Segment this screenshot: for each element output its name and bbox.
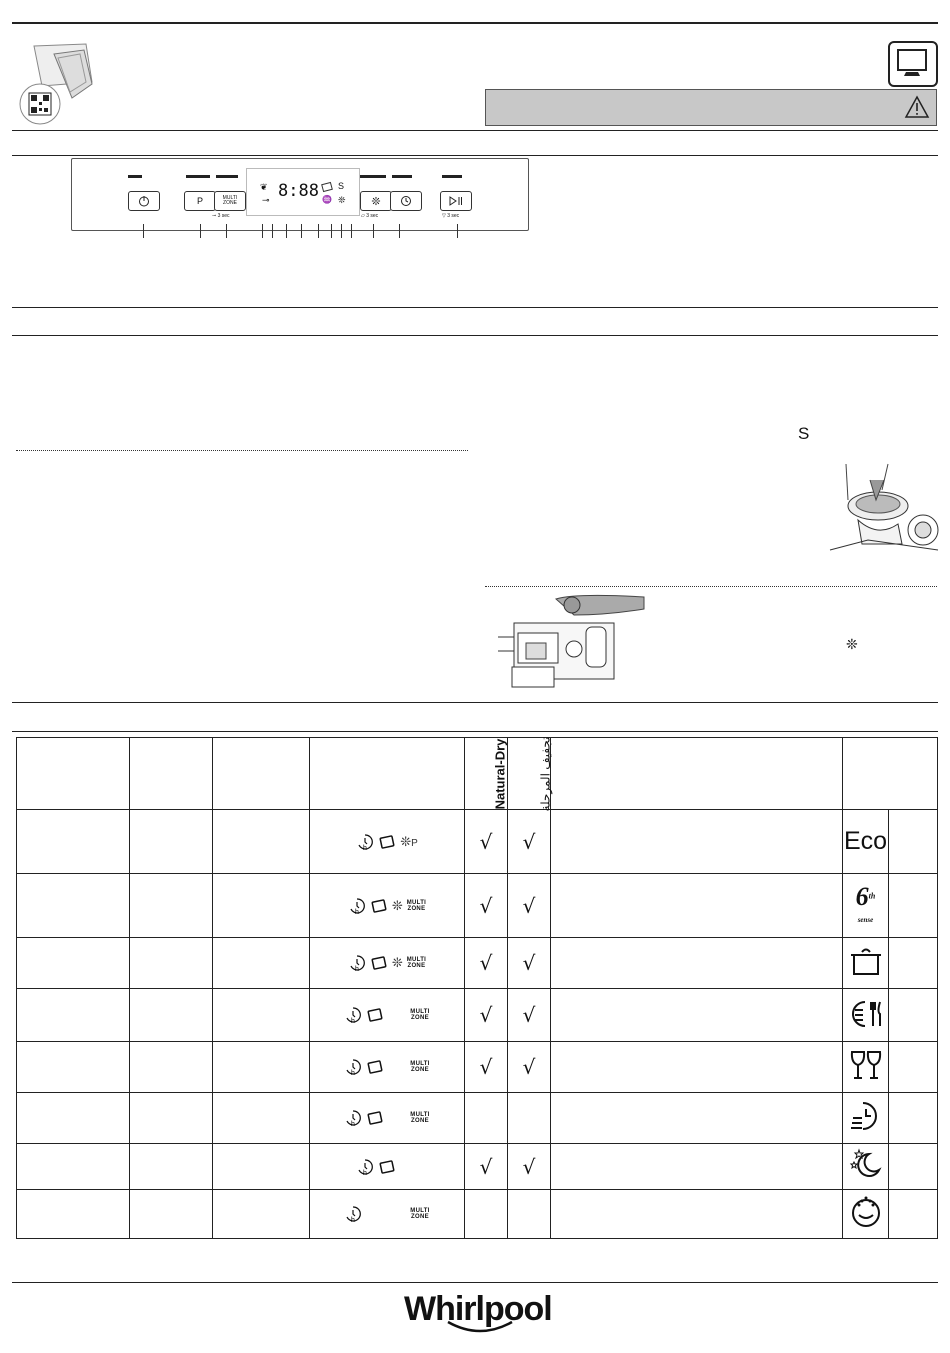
indicator-bar [186, 175, 210, 178]
options-cell [310, 1190, 465, 1239]
salt-symbol: S [798, 424, 810, 443]
daily-plates-icon [843, 989, 889, 1042]
section-rule-3 [12, 307, 938, 308]
programs-table [16, 737, 938, 1239]
natural-dry-cell [465, 810, 508, 874]
leader-line [318, 224, 319, 238]
program-name-cell [17, 1190, 130, 1239]
svg-text:h: h [351, 1018, 356, 1024]
program-cell [213, 1042, 310, 1093]
natural-dry-cell [465, 1093, 508, 1144]
table-row [17, 1144, 938, 1190]
program-cell [213, 989, 310, 1042]
header-cell [130, 738, 213, 810]
natural-dry-cell [465, 989, 508, 1042]
key-lock-icon: ⊸ [262, 195, 270, 205]
start-pause-button[interactable] [440, 191, 472, 211]
description-cell [551, 1190, 843, 1239]
glasses-icon [843, 1042, 889, 1093]
check-mark: √ [479, 893, 493, 918]
control-panel [71, 158, 529, 231]
power-icon [138, 195, 150, 207]
leader-line [331, 224, 332, 238]
warning-triangle-icon [904, 95, 930, 119]
tablet-option-icon [378, 1159, 396, 1175]
header-cell [17, 738, 130, 810]
monitor-icon [888, 41, 938, 87]
program-cell [130, 938, 213, 989]
multizone-icon: MULTI ZONE [406, 957, 427, 969]
indicator-bar [442, 175, 462, 178]
delay-h-icon [356, 1158, 374, 1176]
delay-h-icon [356, 833, 374, 851]
tablet-option-icon [370, 955, 388, 971]
check-mark: √ [522, 829, 536, 854]
description-cell [551, 1042, 843, 1093]
description-cell [551, 989, 843, 1042]
rinse-p-icon: ❊P [400, 833, 418, 849]
eco-icon [843, 810, 889, 874]
tablet-option-icon [378, 834, 396, 850]
top-rule [12, 22, 938, 24]
section-rule-5 [12, 702, 938, 703]
rinse-option-button[interactable]: ❊ [360, 191, 392, 211]
header-cell [310, 738, 465, 810]
check-mark: √ [522, 951, 536, 975]
table-row [17, 874, 938, 938]
svg-text:h: h [351, 1121, 356, 1127]
options-cell [310, 1093, 465, 1144]
program-cell [130, 874, 213, 938]
table-row [17, 938, 938, 989]
check-mark: √ [479, 1003, 493, 1027]
indicator-bar [128, 175, 142, 178]
program-cell [213, 938, 310, 989]
salt-indicator-icon: S [338, 181, 345, 191]
program-name-cell [17, 1042, 130, 1093]
arabic-dry-cell [508, 810, 551, 874]
arabic-dry-cell [508, 1190, 551, 1239]
night-moon-icon [843, 1144, 889, 1190]
leader-line [262, 224, 263, 238]
check-mark: √ [522, 1003, 536, 1027]
description-cell [551, 938, 843, 989]
table-row [17, 989, 938, 1042]
arabic-dry-cell [508, 938, 551, 989]
description-cell [551, 874, 843, 938]
display-digits: 8:88 [278, 181, 319, 201]
program-name-cell [17, 938, 130, 989]
leader-line [286, 224, 287, 238]
rinse-option-icon: ❊ [391, 955, 403, 970]
multizone-icon: MULTI ZONE [410, 1112, 430, 1124]
check-mark: √ [522, 1055, 536, 1079]
svg-text:h: h [351, 1217, 356, 1223]
delay-h-icon [348, 897, 366, 915]
natural-dry-cell [465, 1190, 508, 1239]
check-mark: √ [479, 1154, 493, 1179]
program-name-cell [17, 874, 130, 938]
arabic-dry-header: تجفيف المرحلة [508, 738, 551, 810]
program-cell [130, 989, 213, 1042]
program-cell [130, 1042, 213, 1093]
svg-text:h: h [363, 844, 368, 851]
natural-dry-cell [465, 938, 508, 989]
delay-h-icon [348, 954, 366, 972]
header-cell [551, 738, 843, 810]
delay-clock-icon [400, 195, 412, 207]
key-lock-hint: ⊸ 3 sec [212, 213, 230, 219]
arabic-dry-cell [508, 989, 551, 1042]
arabic-dry-cell [508, 874, 551, 938]
multizone-icon: MULTI ZONE [410, 1009, 430, 1021]
table-row [17, 1093, 938, 1144]
section-rule-6 [12, 731, 938, 732]
leader-line [226, 224, 227, 238]
tablet-hint: ▱ 3 sec [361, 213, 379, 219]
dotted-divider-left [16, 450, 468, 451]
eco-icon-text: Eco [843, 827, 888, 855]
extra-cell [889, 938, 938, 989]
program-cell [213, 1093, 310, 1144]
program-cell [130, 810, 213, 874]
tablet-option-icon [366, 1110, 384, 1126]
extra-cell [889, 1042, 938, 1093]
leader-line [457, 224, 458, 238]
pot-icon [843, 938, 889, 989]
delay-h-icon [344, 1006, 362, 1024]
tablet-option-icon [366, 1059, 384, 1075]
indicator-bar [392, 175, 412, 178]
section-rule-2 [12, 155, 938, 156]
program-name-cell [17, 810, 130, 874]
indicator-bar [360, 175, 386, 178]
leader-line [301, 224, 302, 238]
leader-line [272, 224, 273, 238]
indicator-bar [216, 175, 238, 178]
zone-label: ZONE [223, 200, 237, 206]
section-rule-4 [12, 335, 938, 336]
program-cell [130, 1190, 213, 1239]
rinse-aid-illustration [496, 593, 646, 691]
program-cell [130, 1093, 213, 1144]
options-cell [310, 810, 465, 874]
table-header-row [17, 738, 938, 810]
dotted-divider-right [485, 586, 937, 587]
multizone-icon: MULTI ZONE [410, 1208, 430, 1220]
tablet-option-icon [366, 1007, 384, 1023]
leader-line [200, 224, 201, 238]
options-cell [310, 874, 465, 938]
header-cell [843, 738, 938, 810]
footer-rule [12, 1282, 938, 1283]
options-cell [310, 1144, 465, 1190]
table-row [17, 810, 938, 874]
arabic-dry-cell [508, 1042, 551, 1093]
check-mark: √ [479, 1055, 493, 1079]
leader-line [143, 224, 144, 238]
reset-hint: ▽ 3 sec [442, 213, 460, 219]
natural-dry-cell [465, 1144, 508, 1190]
rinse-light-icon: ❊ [338, 195, 346, 205]
extra-cell [889, 810, 938, 874]
salt-filling-illustration [828, 460, 943, 560]
multizone-icon: MULTI ZONE [410, 1061, 430, 1073]
check-mark: √ [479, 829, 493, 854]
options-cell [310, 989, 465, 1042]
arabic-dry-cell [508, 1144, 551, 1190]
program-name-cell [17, 1093, 130, 1144]
table-row [17, 1190, 938, 1239]
svg-text:h: h [351, 1070, 356, 1076]
options-cell [310, 1042, 465, 1093]
description-cell [551, 810, 843, 874]
leader-line [351, 224, 352, 238]
power-button[interactable] [128, 191, 160, 211]
eco-leaf-icon: ❦ [260, 182, 268, 192]
table-row [17, 1042, 938, 1093]
program-button[interactable]: P [184, 191, 216, 211]
check-mark: √ [479, 951, 493, 975]
program-name-cell [17, 989, 130, 1042]
play-pause-icon [449, 196, 463, 206]
multizone-icon: MULTI ZONE [406, 899, 427, 912]
natural-dry-header: Natural-Dry [465, 738, 508, 810]
delay-button[interactable] [390, 191, 422, 211]
svg-text:h: h [363, 1169, 367, 1176]
program-cell [213, 1190, 310, 1239]
arabic-dry-cell [508, 1093, 551, 1144]
natural-dry-cell [465, 1042, 508, 1093]
extra-cell [889, 874, 938, 938]
leader-line [341, 224, 342, 238]
extra-cell [889, 1190, 938, 1239]
program-cell [213, 874, 310, 938]
whirlpool-logo: Whirlpool [404, 1290, 552, 1328]
options-cell [310, 938, 465, 989]
program-cell [213, 810, 310, 874]
program-cell [130, 1144, 213, 1190]
description-cell [551, 1144, 843, 1190]
whirlpool-logo-swoosh [446, 1318, 516, 1338]
rinse-aid-icon: ♒ [322, 195, 332, 204]
svg-text:h: h [354, 908, 359, 915]
rinse-option-icon: ❊ [391, 897, 403, 913]
dishwasher-qr-illustration [14, 36, 110, 126]
natural-dry-cell [465, 874, 508, 938]
program-cell [213, 1144, 310, 1190]
multizone-label: MULTI [222, 195, 238, 201]
leader-line [399, 224, 400, 238]
header-cell [213, 738, 310, 810]
leader-line [373, 224, 374, 238]
quick-clock-icon [843, 1093, 889, 1144]
extra-cell [889, 1144, 938, 1190]
tablet-option-icon [370, 898, 388, 914]
check-mark: √ [522, 1154, 536, 1179]
delay-h-icon [344, 1109, 362, 1127]
description-cell [551, 1093, 843, 1144]
check-mark: √ [522, 893, 536, 918]
delay-h-icon [344, 1058, 362, 1076]
rinse-aid-symbol: ❊ [846, 636, 858, 652]
multizone-button[interactable] [214, 191, 246, 211]
self-clean-icon [843, 1190, 889, 1239]
program-name-cell [17, 1144, 130, 1190]
extra-cell [889, 1093, 938, 1144]
extra-cell [889, 989, 938, 1042]
section-rule-1 [12, 130, 938, 131]
warning-bar [485, 89, 937, 126]
svg-text:h: h [354, 966, 359, 972]
delay-h-icon [344, 1205, 362, 1223]
6th-sense-icon: 6th sense [843, 874, 889, 938]
